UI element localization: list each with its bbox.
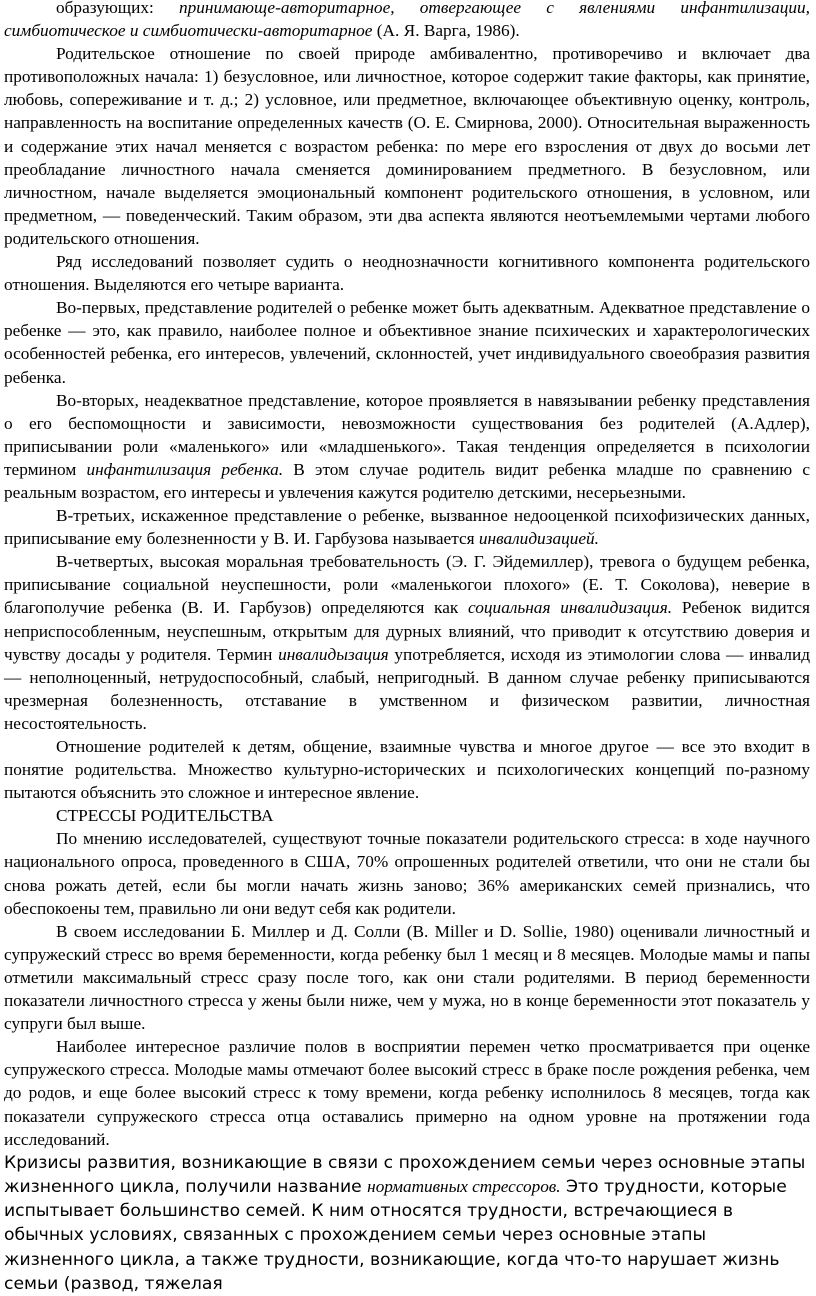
text-run: Это трудности, которые испытывает большинство семей. К ним относятся трудности, встречающиеся в обычных условиях, связанных с прохождением семьи через основные этапы жизненного цикла, а также трудности, возникающие, когда что-то нарушает жизнь семьи (развод, тяжелая — [4, 1176, 787, 1294]
text-run: В своем исследовании Б. Миллер и Д. Солли (B. Miller и D. Sollie, 1980) оценивали личностный и супружеский стресс во время беременности, когда ребенку был 1 месяц и 8 месяцев. Молодые мамы и папы отметили максимальный стресс сразу после того, как они стали родителями. В период беременности показатели личностного стресса у жены были ниже, чем у мужа, но в конце беременности этот показатель у супруги был выше. — [4, 921, 810, 1034]
italic-text: принимающе-авторитарное, отвергающее с явлениями инфантилизации, симбиотическое и симбиотически-авторитарное — [4, 0, 810, 41]
text-run: В-четвертых, высокая моральная требовательность (Э. Г. Эйдемиллер), тревога о будущем ребенка, приписывание социальной неуспешности, роли «маленькогои плохого» (Е. Т. Соколова), неверие в благополучие ребенка (В. И. Гарбузов) определяются как — [4, 552, 810, 618]
section-heading — [4, 804, 810, 827]
paragraph-sans — [4, 1151, 810, 1296]
italic-text: инфантилизация ребенка. — [86, 459, 284, 479]
text-run: Отношение родителей к детям, общение, взаимные чувства и многое другое — все это входит в понятие родительства. Множество культурно-исторических и психологических концепций по-разному пытаются объяснить это сложное и интересное явление. — [4, 737, 810, 803]
paragraph — [4, 0, 810, 42]
text-run: СТРЕССЫ РОДИТЕЛЬСТВА — [56, 806, 274, 826]
paragraph — [4, 389, 810, 504]
text-run: Во-первых, представление родителей о ребенке может быть адекватным. Адекватное представление о ребенке — это, как правило, наиболее полное и объективное знание психических и характерологических особенностей ребенка, его интересов, увлечений, склонностей, учет индивидуального своеобразия развития ребенка. — [4, 298, 810, 387]
text-run: Ряд исследований позволяет судить о неоднозначности когнитивного компонента родительского отношения. Выделяются его четыре варианта. — [4, 252, 810, 295]
text-run: употребляется, исходя из этимологии слова — инвалид — неполноценный, нетрудоспособный, слабый, непригодный. В данном случае ребенку приписываются чрезмерная болезненность, отставание в умственном и физическом развитии, личностная несостоятельность. — [4, 644, 811, 733]
text-run: По мнению исследователей, существуют точные показатели родительского стресса: в ходе научного национального опроса, проведенного в США, 70% опрошенных родителей ответили, что они не стали бы снова рожать детей, если бы могли начать жизнь заново; 36% американских семей признались, что обеспокоены тем, правильно ли они ведут себя как родители. — [4, 829, 810, 918]
text-run: Родительское отношение по своей природе амбивалентно, противоречиво и включает два противоположных начала: 1) безусловное, или личностное, которое содержит такие факторы, как принятие, любовь, сопереживание и т. д.; 2) условное, или предметное, включающее объективную оценку, контроль, направленность на воспитание определенных качеств (О. Е. Смирнова, 2000). Относительная выраженность и содержание этих начал меняется с возрастом ребенка: по мере его взросления от двух до восьми лет преобладание личностного начала сменяется доминированием предметного. В безусловном, или личностном, начале выделяется эмоциональный компонент родительского отношения, в условном, или предметном, — поведенческий. Таким образом, эти два аспекта являются неотъемлемыми чертами любого родительского отношения. — [4, 44, 810, 248]
paragraph — [4, 920, 810, 1035]
paragraph — [4, 550, 810, 735]
paragraph — [4, 735, 810, 804]
text-run: В-третьих, искаженное представление о ребенке, вызванное недооценкой психофизических данных, приписывание ему болезненности у В. И. Гарбузова называется — [4, 506, 810, 549]
paragraph — [4, 504, 810, 550]
paragraph — [4, 296, 810, 388]
text-run: Наиболее интересное различие полов в восприятии перемен четко просматривается при оценке супружеского стресса. Молодые мамы отмечают более высокий стресс в браке после рождения ребенка, чем до родов, и еще более высокий стресс к тому времени, когда ребенку исполнилось 8 месяцев, тогда как показатели супружеского стресса отца оставались примерно на одном уровне на протяжении года исследований. — [4, 1037, 810, 1149]
text-run: В этом случае родитель видит ребенка младше по сравнению с реальным возрастом, его интересы и увлечения кажутся родителю детскими, несерьезными. — [4, 459, 810, 502]
paragraph — [4, 42, 810, 250]
paragraph — [4, 827, 810, 919]
italic-text: инвалидизацией. — [478, 529, 599, 549]
text-run: Во-вторых, неадекватное представление, которое проявляется в навязывании ребенку представления о его беспомощности и зависимости, невозможности существования без родителей (А.Адлер), приписывании роли «маленького» или «младшенького». Такая тенденция определяется в психологии термином — [4, 390, 810, 479]
text-run: Кризисы развития, возникающие в связи с прохождением семьи через основные этапы жизненного цикла, получили название — [4, 1152, 806, 1197]
text-run: Ребенок видится неприспособленным, неуспешным, открытым для дурных влияний, что приводит к отсутствию доверия и чувству досады у родителя. Термин — [4, 598, 810, 664]
paragraph — [4, 1035, 810, 1150]
italic-text: инвалидызация — [278, 644, 389, 664]
italic-text: социальная инвалидизация. — [468, 598, 673, 618]
text-run: (А. Я. Варга, 1986). — [372, 21, 520, 41]
italic-text: нормативных стрессоров. — [367, 1176, 561, 1196]
text-run: образующих: — [56, 0, 179, 17]
paragraph — [4, 250, 810, 296]
